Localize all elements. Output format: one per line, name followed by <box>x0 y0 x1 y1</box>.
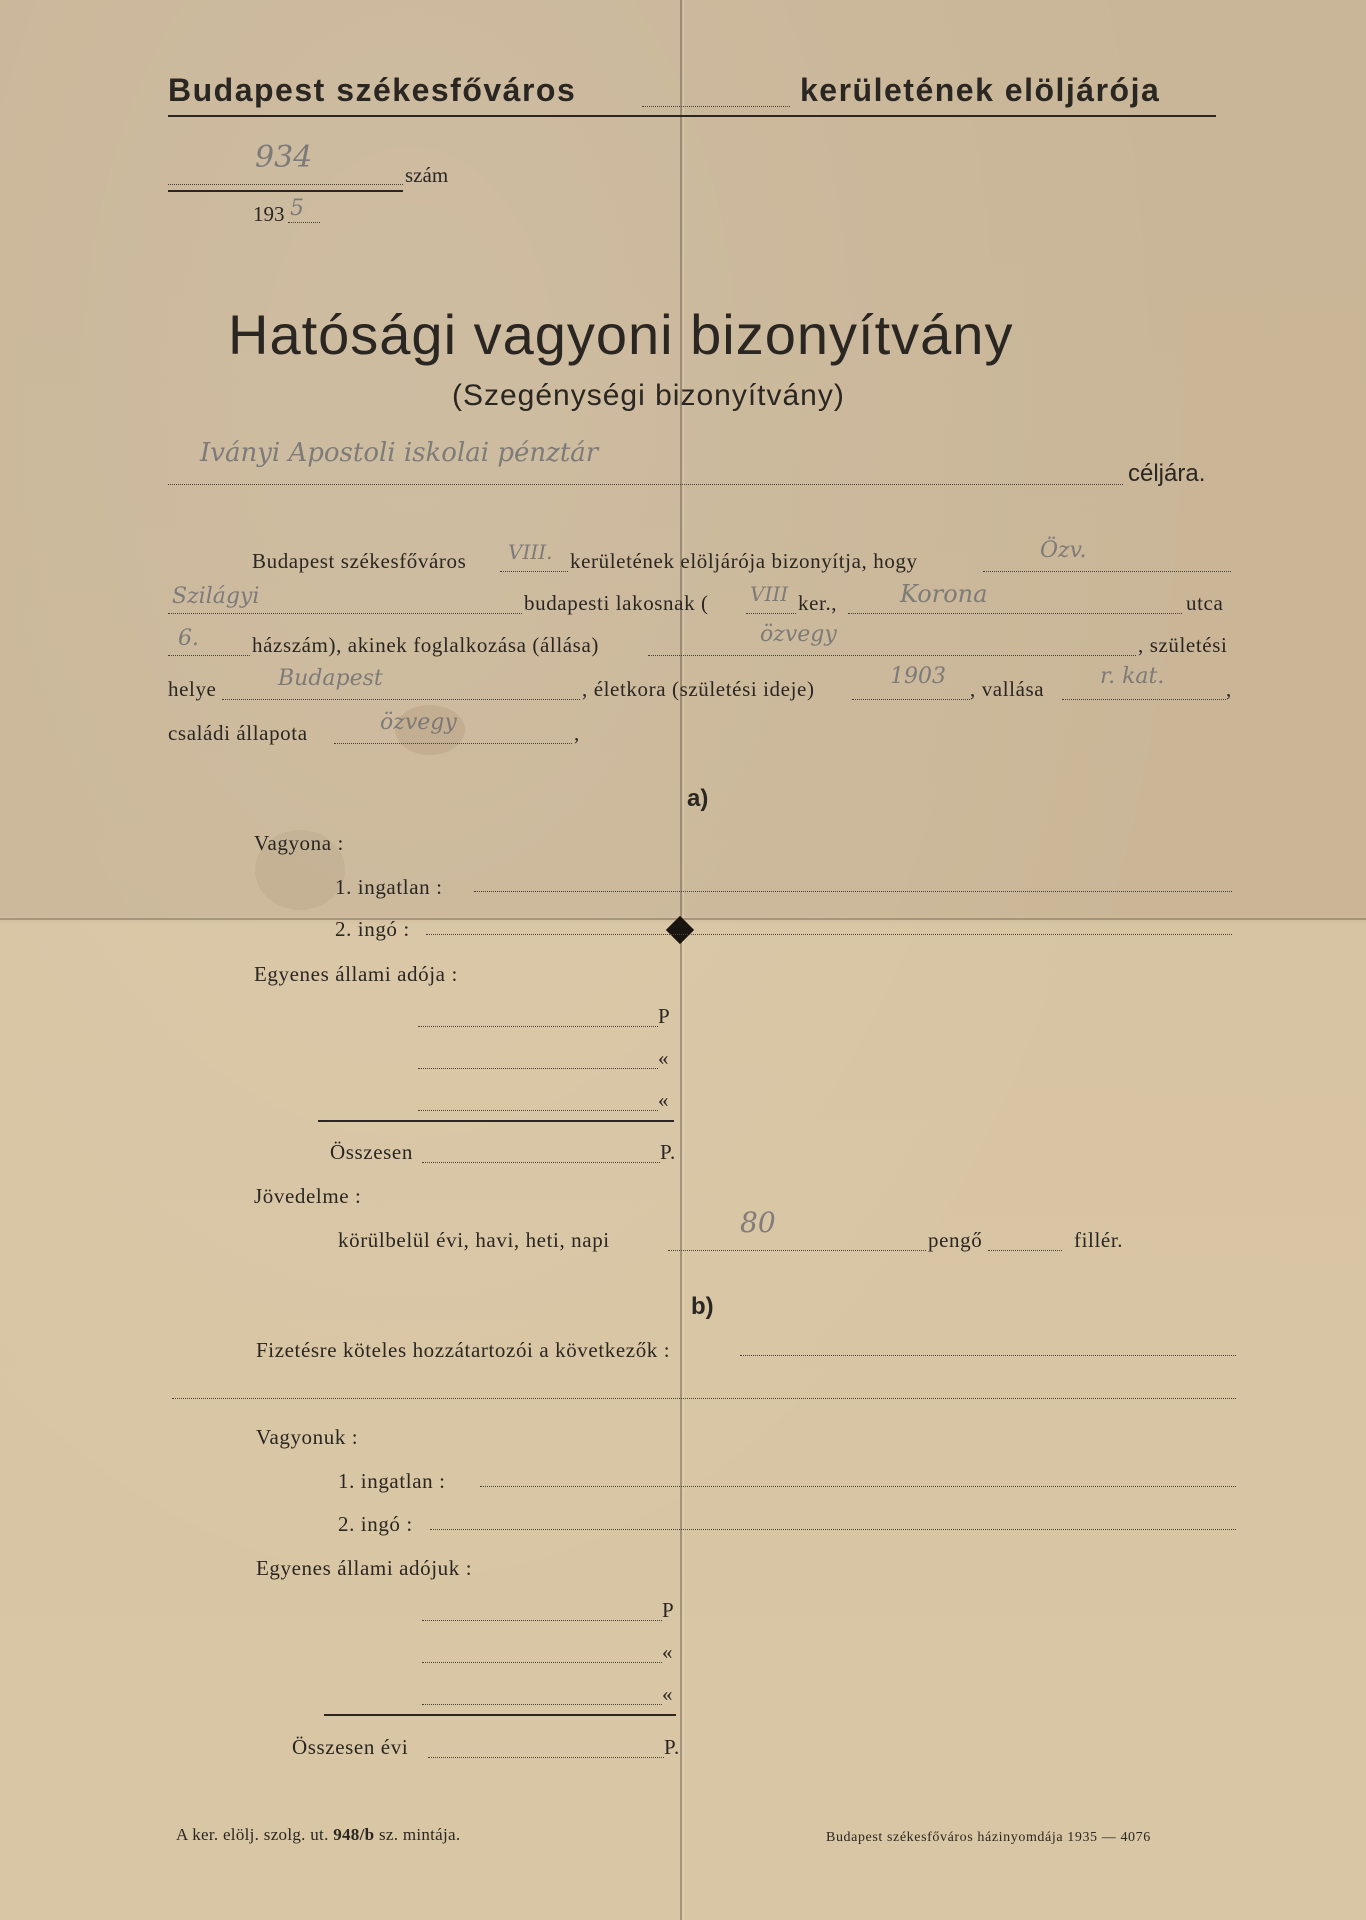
cert-birthdate-blank <box>852 699 970 700</box>
cert-line4-a: helye <box>168 677 217 701</box>
footer-form-number: 948/b <box>333 1825 375 1844</box>
section-b-real-estate-label: 1. ingatlan : <box>338 1469 446 1493</box>
section-a-income-text: körülbelül évi, havi, heti, napi <box>338 1228 610 1252</box>
cert-line1-a: Budapest székesfőváros <box>252 549 467 573</box>
section-b-assets-label: Vagyonuk : <box>256 1425 359 1449</box>
cert-house-blank <box>168 655 250 656</box>
section-b-tax-row-2-blank <box>422 1662 662 1663</box>
ref-number-blank <box>168 184 403 185</box>
section-b-tax-row-3-unit: « <box>662 1682 674 1706</box>
cert-line4-d: , <box>1226 677 1232 701</box>
document-subtitle: (Szegénységi bizonyítvány) <box>452 379 845 412</box>
cert-name2-blank <box>168 613 522 614</box>
section-a-tax-row-3-unit: « <box>658 1088 670 1112</box>
section-b-movable-blank <box>430 1529 1236 1530</box>
section-a-real-estate-label: 1. ingatlan : <box>335 875 443 899</box>
section-b-dependents-blank-2 <box>172 1398 1236 1399</box>
section-a-movable-label: 2. ingó : <box>335 917 410 941</box>
cert-line2-c: utca <box>1186 591 1224 615</box>
header-rule <box>168 115 1216 117</box>
section-a-income-filler-blank <box>988 1250 1062 1251</box>
cert-street-blank <box>848 613 1182 614</box>
section-a-tax-label: Egyenes állami adója : <box>254 962 458 986</box>
cert-line1-b: kerületének elöljárója bizonyítja, hogy <box>570 549 918 573</box>
section-a-tax-row-3-blank <box>418 1110 658 1111</box>
cert-name-blank <box>983 571 1231 572</box>
footer-form-reference <box>176 1825 460 1845</box>
section-b-tax-row-1-unit: P <box>662 1598 675 1622</box>
footer-form-prefix: A ker. elölj. szolg. ut. <box>176 1825 329 1844</box>
cert-line3-a: házszám), akinek foglalkozása (állása) <box>252 633 599 657</box>
section-a-tax-row-1-blank <box>418 1026 658 1027</box>
handwritten-religion: r. kat. <box>1100 664 1165 689</box>
section-b-total-unit: P. <box>664 1735 680 1759</box>
handwritten-district: VIII. <box>508 540 553 564</box>
section-a-real-estate-blank <box>474 891 1232 892</box>
handwritten-street: Korona <box>900 580 988 608</box>
section-b-tax-row-3-blank <box>422 1704 662 1705</box>
section-b-total-label: Összesen évi <box>292 1735 409 1759</box>
vertical-fold-line <box>680 0 682 1920</box>
cert-district2-blank <box>746 613 796 614</box>
section-b-real-estate-blank <box>480 1486 1236 1487</box>
fold-hole <box>666 916 694 944</box>
section-b-tax-label: Egyenes állami adójuk : <box>256 1556 473 1580</box>
section-b-dependents-blank-1 <box>740 1355 1236 1356</box>
section-b-total-rule <box>324 1714 676 1716</box>
handwritten-year: 5 <box>290 196 304 221</box>
section-a-income-label: Jövedelme : <box>254 1184 362 1208</box>
cert-occupation-blank <box>648 655 1136 656</box>
section-a-income-pengo-blank <box>668 1250 926 1251</box>
handwritten-house: 6. <box>178 626 199 651</box>
purpose-suffix: céljára. <box>1128 460 1206 487</box>
section-a-tax-row-1-unit: P <box>658 1004 671 1028</box>
header-district: kerületének elöljárója <box>800 72 1161 108</box>
section-b-marker: b) <box>691 1293 714 1320</box>
section-b-tax-row-1-blank <box>422 1620 662 1621</box>
section-a-total-label: Összesen <box>330 1140 413 1164</box>
section-b-dependents-label: Fizetésre köteles hozzátartozói a következők : <box>256 1338 671 1362</box>
footer-printer: Budapest székesfőváros házinyomdája 1935 — 4076 <box>826 1830 1151 1845</box>
handwritten-occupation: özvegy <box>760 622 837 647</box>
section-a-total-blank <box>422 1162 660 1163</box>
purpose-blank <box>168 484 1123 485</box>
section-b-total-blank <box>428 1757 664 1758</box>
handwritten-birthplace: Budapest <box>278 666 383 691</box>
section-b-movable-label: 2. ingó : <box>338 1512 413 1536</box>
footer-form-suffix: sz. mintája. <box>378 1825 461 1844</box>
cert-line4-c: , vallása <box>970 677 1045 701</box>
cert-line2-b: ker., <box>798 591 838 615</box>
vertical-fold-highlight <box>683 0 684 1920</box>
handwritten-birthdate: 1903 <box>890 664 946 689</box>
section-a-tax-row-2-unit: « <box>658 1046 670 1070</box>
ref-number-suffix: szám <box>405 163 449 187</box>
ref-number-rule <box>168 190 403 192</box>
cert-birthplace-blank <box>222 699 580 700</box>
header-district-blank <box>642 106 790 107</box>
header-city: Budapest székesfőváros <box>168 72 577 108</box>
handwritten-name: Özv. <box>1040 538 1087 563</box>
cert-district-blank <box>500 571 568 572</box>
cert-line4-b: , életkora (születési ideje) <box>582 677 815 701</box>
cert-line5-b: , <box>574 721 580 745</box>
ref-year-prefix: 193 <box>253 202 285 226</box>
handwritten-purpose: Iványi Apostoli iskolai pénztár <box>200 438 599 468</box>
cert-religion-blank <box>1062 699 1226 700</box>
ref-year-blank <box>288 222 320 223</box>
section-a-movable-blank <box>426 934 1232 935</box>
cert-line5-a: családi állapota <box>168 721 308 745</box>
handwritten-status: özvegy <box>380 710 457 735</box>
handwritten-ref-number: 934 <box>255 140 313 175</box>
section-a-income-pengo: pengő <box>928 1228 983 1252</box>
section-b-tax-row-2-unit: « <box>662 1640 674 1664</box>
section-a-marker: a) <box>687 785 709 812</box>
cert-line3-b: , születési <box>1138 633 1228 657</box>
handwritten-district2: VIII <box>750 582 789 606</box>
section-a-total-unit: P. <box>660 1140 676 1164</box>
cert-status-blank <box>334 743 572 744</box>
section-a-assets-label: Vagyona : <box>254 831 344 855</box>
cert-line2-a: budapesti lakosnak ( <box>524 591 709 615</box>
document-title: Hatósági vagyoni bizonyítvány <box>228 303 1014 366</box>
section-a-tax-row-2-blank <box>418 1068 658 1069</box>
section-a-income-filler: fillér. <box>1074 1228 1124 1252</box>
section-a-total-rule <box>318 1120 674 1122</box>
handwritten-income: 80 <box>740 1206 776 1239</box>
handwritten-name2: Szilágyi <box>172 584 260 609</box>
